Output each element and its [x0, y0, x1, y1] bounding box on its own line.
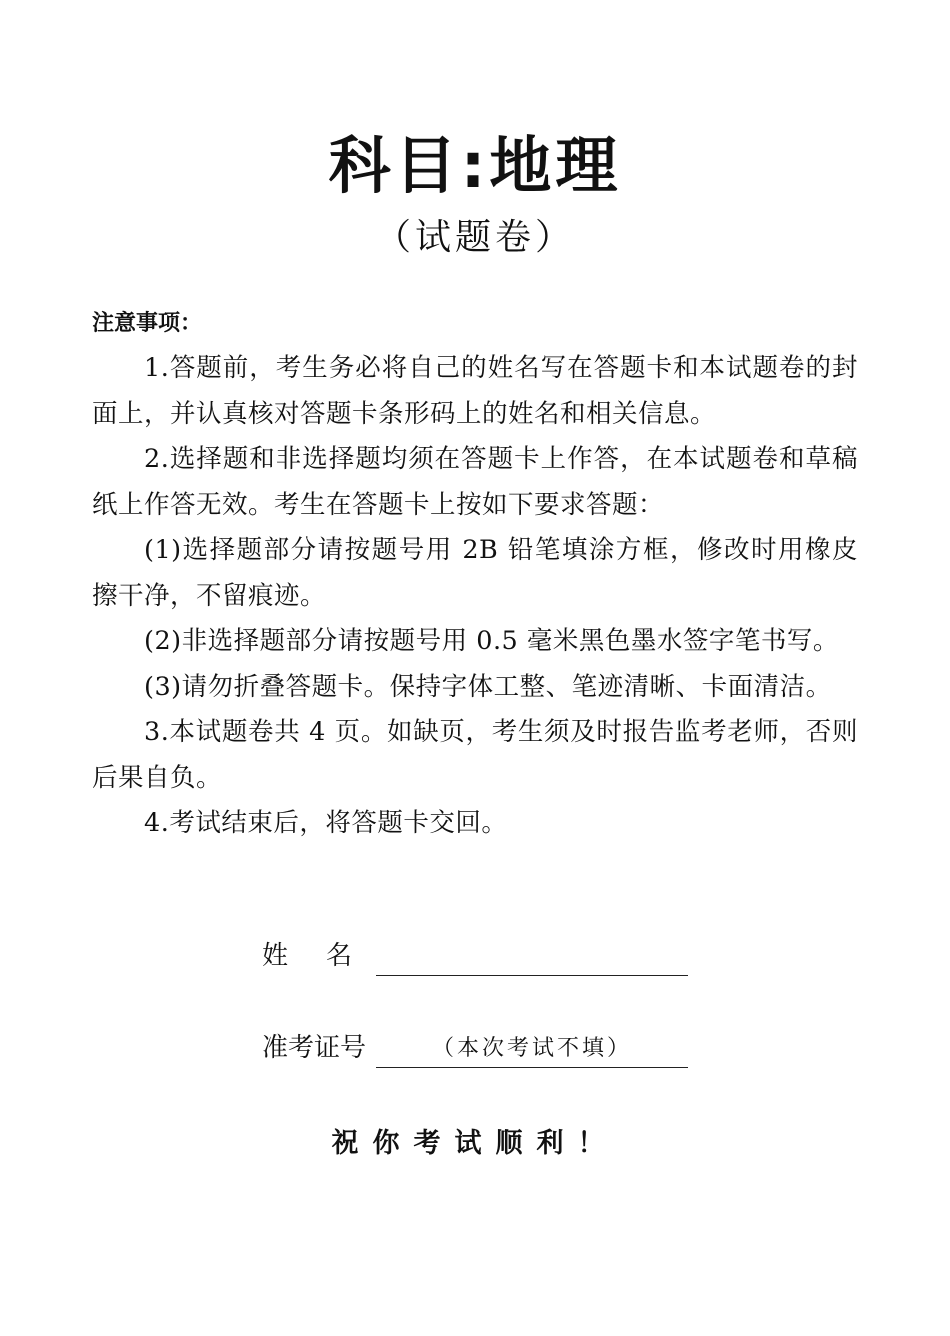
notice-item: 4.考试结束后，将答题卡交回。	[144, 808, 508, 838]
notice-heading: 注意事项：	[92, 311, 203, 336]
name-label: 姓名	[262, 941, 391, 971]
notice-item: (3)请勿折叠答题卡。保持字体工整、笔迹清晰、卡面清洁。	[144, 671, 832, 702]
good-luck-message: 祝你考试顺利！	[331, 1128, 619, 1159]
exam-id-label: 准考证号	[262, 1033, 367, 1063]
exam-id-line: （本次考试不填）	[376, 1031, 688, 1068]
notice-item: (1)选择题部分请按题号用 2B 铅笔填涂方框，修改时用橡皮擦干净，不留痕迹。	[92, 535, 858, 611]
page-title: 科目:地理	[328, 129, 622, 202]
notice-item: 2.选择题和非选择题均须在答题卡上作答，在本试题卷和草稿纸上作答无效。考生在答题卡上按如下要求答题：	[92, 444, 858, 520]
notice-list	[92, 346, 858, 847]
name-field	[262, 936, 688, 976]
notice-item: (2)非选择题部分请按题号用 0.5 毫米黑色墨水签字笔书写。	[144, 626, 839, 656]
exam-id-field	[262, 1028, 688, 1068]
name-line[interactable]	[376, 939, 688, 976]
notice-item: 3.本试题卷共 4 页。如缺页，考生须及时报告监考老师，否则后果自负。	[92, 717, 858, 793]
notice-item: 1.答题前，考生务必将自己的姓名写在答题卡和本试题卷的封面上，并认真核对答题卡条形码上的姓名和相关信息。	[92, 353, 858, 429]
page-subtitle: （试题卷）	[374, 217, 575, 258]
